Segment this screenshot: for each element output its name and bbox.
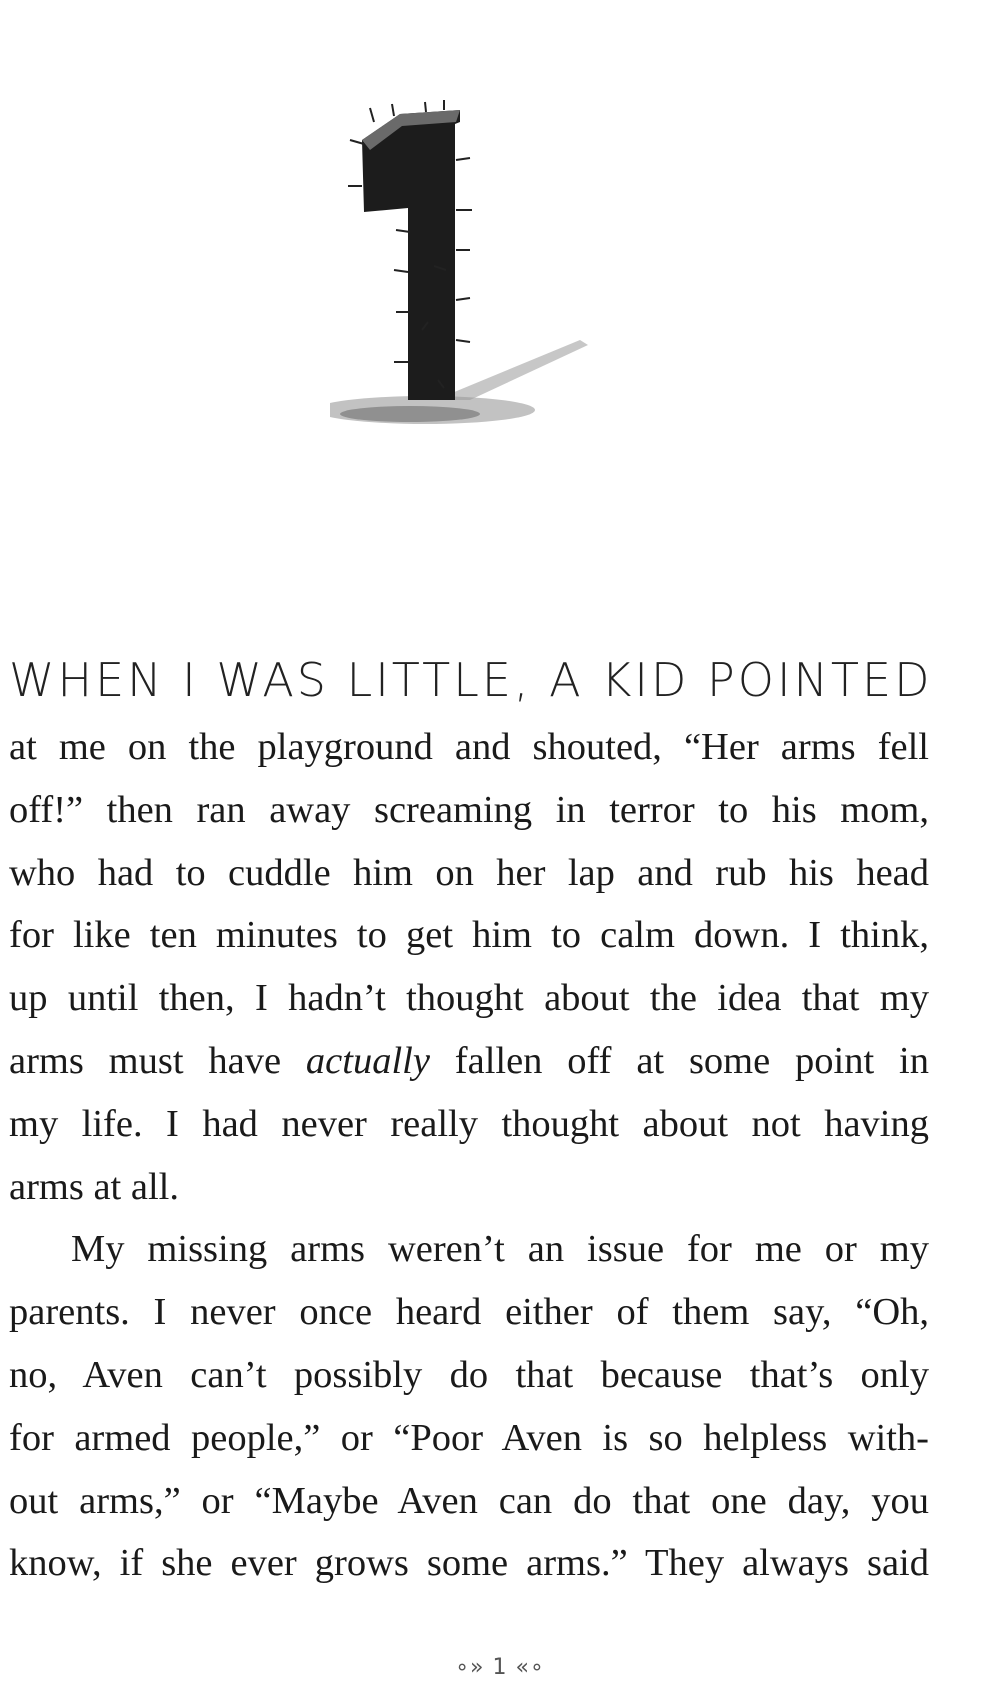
page-footer: [0, 1655, 1000, 1680]
left-ornament: ∘»: [455, 1655, 485, 1680]
text-line: off!” then ran away screaming in terror to his mom,: [9, 788, 929, 831]
text-segment: fallen off at some point in: [429, 1039, 929, 1082]
text-line: arms at all.: [9, 1165, 179, 1208]
body-text: [9, 716, 929, 1595]
chapter-opening-caps: WHEN I WAS LITTLE, A KID POINTED: [9, 653, 933, 707]
page-number: 1: [492, 1655, 508, 1680]
text-line: know, if she ever grows some arms.” They always said: [9, 1542, 929, 1585]
text-line: for like ten minutes to get him to calm down. I think,: [9, 914, 929, 957]
text-segment: arms must have: [9, 1039, 306, 1082]
text-line: parents. I never once heard either of them say, “Oh,: [9, 1291, 929, 1334]
text-line: up until then, I hadn’t thought about the idea that my: [9, 977, 929, 1020]
chapter-number-illustration: [330, 100, 630, 480]
right-ornament: «∘: [515, 1655, 545, 1680]
text-line: no, Aven can’t possibly do that because that’s only: [9, 1353, 929, 1396]
emphasis-text: actually: [305, 1039, 430, 1082]
text-line-with-emphasis: [9, 1030, 929, 1093]
text-line: my life. I had never really thought about not having: [9, 1102, 929, 1145]
chapter-one-numeral-icon: [330, 100, 630, 480]
text-line: at me on the playground and shouted, “Her arms fell: [9, 726, 929, 768]
paragraph-first-line: My missing arms weren’t an issue for me or my: [71, 1228, 929, 1271]
text-line: for armed people,” or “Poor Aven is so helpless with-: [9, 1416, 929, 1459]
text-line: out arms,” or “Maybe Aven can do that one day, you: [9, 1479, 929, 1522]
text-line: who had to cuddle him on her lap and rub his head: [9, 851, 929, 894]
